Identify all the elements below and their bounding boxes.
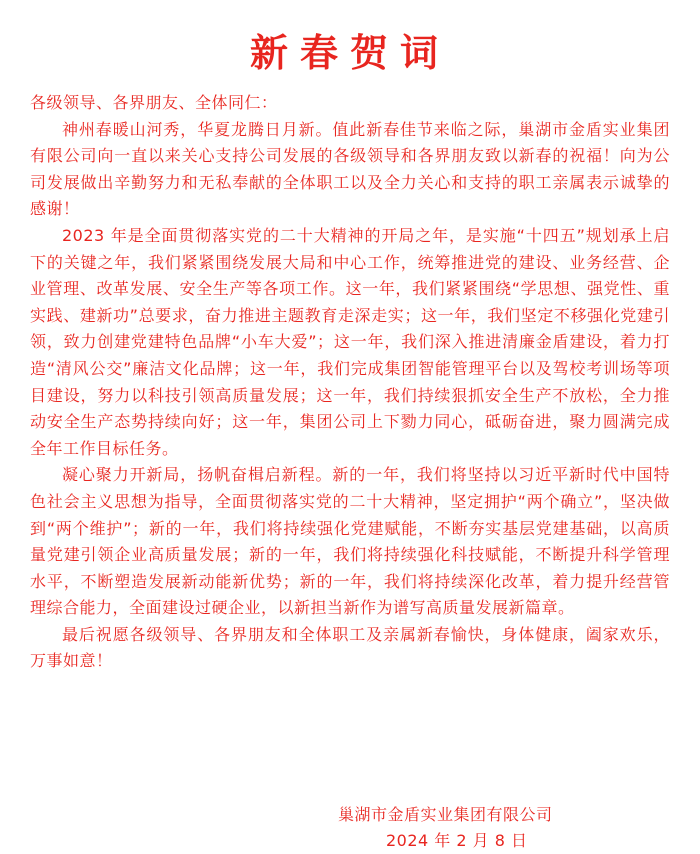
signature-company: 巢湖市金盾实业集团有限公司 xyxy=(338,805,553,824)
paragraph-review-2023: 2023 年是全面贯彻落实党的二十大精神的开局之年，是实施“十四五”规划承上启下的关键之年，我们紧紧围绕发展大局和中心工作，统筹推进党的建设、业务经营、企业管理、改革发展、安全生产等各项工作。这一年，我们紧紧围绕“学思想、强党性、重实践、建新功”总要求，奋力推进主题教育走深走实；这一年，我们坚定不移强化党建引领，致力创建党建特色品牌“小车大爱”；这一年，我们深入推进清廉金盾建设，着力打造“清风公交”廉洁文化品牌；这一年，我们完成集团智能管理平台以及驾校考训场等项目建设，努力以科技引领高质量发展；这一年，我们持续狠抓安全生产不放松，全力推动安全生产态势持续向好；这一年，集团公司上下勠力同心，砥砺奋进，聚力圆满完成全年工作目标任务。 xyxy=(30,225,670,458)
salutation: 各级领导、各界朋友、全体同仁： xyxy=(30,93,278,112)
signature-date: 2024 年 2 月 8 日 xyxy=(386,831,528,850)
paragraph-greeting: 神州春暖山河秀，华夏龙腾日月新。值此新春佳节来临之际，巢湖市金盾实业集团有限公司向一直以来关心支持公司发展的各级领导和各界朋友致以新春的祝福！向为公司发展做出辛勤努力和无私奉献的全体职工以及全力关心和支持的职工亲属表示诚挚的感谢！ xyxy=(30,119,670,219)
paragraph-new-year-plans: 凝心聚力开新局，扬帆奋楫启新程。新的一年，我们将坚持以习近平新时代中国特色社会主义思想为指导，全面贯彻落实党的二十大精神，坚定拥护“两个确立”，坚决做到“两个维护”；新的一年，我们将持续强化党建赋能，不断夯实基层党建基础，以高质量党建引领企业高质量发展；新的一年，我们将持续强化科技赋能，不断提升科学管理水平，不断塑造发展新动能新优势；新的一年，我们将持续深化改革，着力提升经营管理综合能力，全面建设过硬企业，以新担当新作为谱写高质量发展新篇章。 xyxy=(30,465,670,618)
page-title: 新春贺词 xyxy=(249,31,450,76)
letter-body xyxy=(30,90,670,675)
paragraph-closing-wishes: 最后祝愿各级领导、各界朋友和全体职工及亲属新春愉快，身体健康，阖家欢乐，万事如意！ xyxy=(30,624,670,671)
